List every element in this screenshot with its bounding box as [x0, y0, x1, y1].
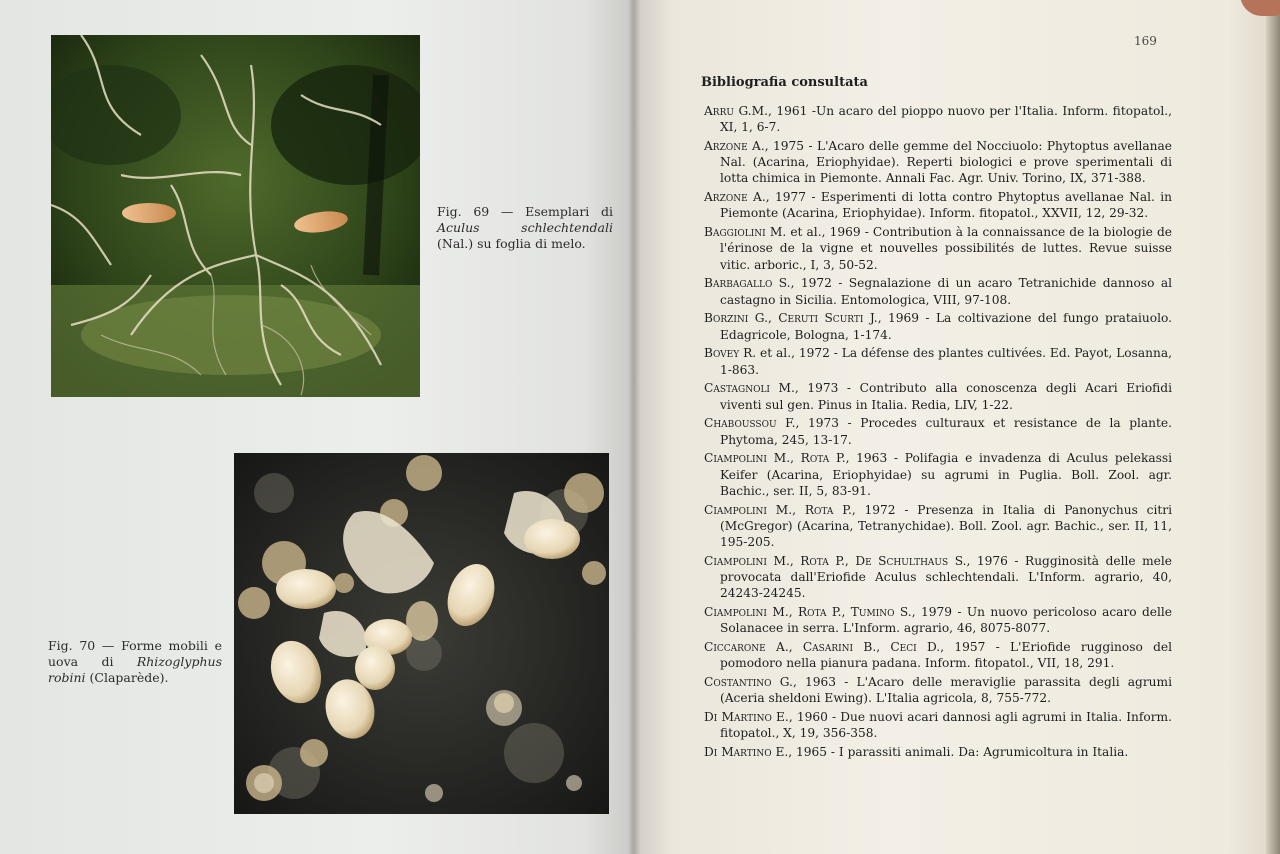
entry-author: Ciampolini M., Rota P.	[704, 502, 852, 517]
entry-author: Castagnoli M.	[704, 381, 795, 396]
entry-author: Ciccarone A., Casarini B., Ceci D.	[704, 640, 941, 655]
entry-author: Arru G.M.	[704, 104, 768, 118]
entry-author: Barbagallo S.	[704, 276, 791, 291]
page-edge	[1266, 0, 1280, 854]
bibliography-entry: Chaboussou F., 1973 - Procedes culturaux et resistance de la plante. Phytoma, 245, 13-17.	[704, 416, 1172, 447]
bibliography-entry: Baggiolini M. et al., 1969 - Contribution à la connaissance de la biologie de l'érinose de la vigne et nouvelles possibilités de luttes. Revue suisse vitic. arboric., I, 3, 50-52.	[704, 225, 1172, 272]
entry-author: Arzone A.	[704, 190, 766, 205]
bibliography-entry: Ciampolini M., Rota P., De Schulthaus S., 1976 - Rugginosità delle mele provocata dall'Eriofide Aculus schlechtendali. L'Inform. agrario, 40, 24243-24245.	[704, 553, 1172, 601]
bibliography-entry: Ciampolini M., Rota P., Tumino S., 1979 - Un nuovo pericoloso acaro delle Solanacee in serra. L'Inform. agrario, 46, 8075-8077.	[704, 605, 1173, 636]
bibliography-entry: Ciampolini M., Rota P., 1963 - Polifagia e invadenza di Aculus pelekassi Keifer (Acarina, Eriophyidae) su agrumi in Puglia. Boll. Zool. agr. Bachic., ser. II, 5, 83-91.	[704, 451, 1173, 498]
entry-author: Arzone A.	[704, 139, 765, 153]
bibliography-entry: Di Martino E., 1960 - Due nuovi acari dannosi agli agrumi in Italia. Inform. fitopatol., X, 19, 356-358.	[704, 710, 1172, 741]
entry-author: Ciampolini M., Rota P., De Schulthaus S.	[704, 553, 967, 568]
bibliography-entry: Arzone A., 1975 - L'Acaro delle gemme del Nocciuolo: Phytoptus avellanae Nal. (Acarina, Eriophyidae). Reperti biologici e prove sperimentali di lotta chimica in Piemonte. Annali Fac. Agr. Univ. Torino, IX, 371-388.	[704, 139, 1172, 186]
species-name: Aculus schlechtendali	[437, 220, 613, 235]
bibliography-entry: Di Martino E., 1965 - I parassiti animali. Da: Agrumicoltura in Italia.	[704, 745, 1129, 760]
figure-70-caption: Fig. 70 — Forme mobili e uova di Rhizoglyphus robini (Claparède).	[48, 638, 222, 685]
bibliography-entry: Bovey R. et al., 1972 - La défense des plantes cultivées. Ed. Payot, Losanna, 1-863.	[704, 346, 1172, 377]
figure-69-photo	[51, 35, 420, 397]
bibliography-entry: Barbagallo S., 1972 - Segnalazione di un acaro Tetranichide dannoso al castagno in Sicilia. Entomologica, VIII, 97-108.	[704, 276, 1173, 307]
left-page	[0, 0, 634, 854]
bibliography-heading: Bibliografia consultata	[701, 75, 868, 90]
bibliography-entry: Costantino G., 1963 - L'Acaro delle meraviglie parassita degli agrumi (Aceria sheldoni Ewing). L'Italia agricola, 8, 755-772.	[704, 675, 1172, 706]
bibliography-entry: Borzini G., Ceruti Scurti J., 1969 - La coltivazione del fungo prataiuolo. Edagricole, Bologna, 1-174.	[704, 311, 1172, 342]
bibliography-entry: Arru G.M., 1961 -Un acaro del pioppo nuovo per l'Italia. Inform. fitopatol., XI, 1, 6-7.	[704, 104, 1172, 135]
bibliography-entry: Arzone A., 1977 - Esperimenti di lotta contro Phytoptus avellanae Nal. in Piemonte (Acarina, Eriophyidae). Inform. fitopatol., XXVII, 12, 29-32.	[704, 190, 1172, 221]
entry-author: Di Martino E.	[704, 710, 789, 725]
figure-70-photo	[234, 453, 609, 814]
entry-author: Costantino G.	[704, 675, 793, 690]
bibliography-entry: Ciccarone A., Casarini B., Ceci D., 1957 - L'Eriofide rugginoso del pomodoro nella pianura padana. Inform. fitopatol., VII, 18, 291.	[704, 640, 1172, 671]
entry-author: Chaboussou F.	[704, 416, 796, 431]
entry-author: Borzini G., Ceruti Scurti J.	[704, 311, 878, 326]
entry-author: Ciampolini M., Rota P., Tumino S.	[704, 605, 912, 620]
figure-69-caption: Fig. 69 — Esemplari di Aculus schlechtendali (Nal.) su foglia di melo.	[437, 204, 613, 251]
entry-author: Baggiolini M.	[704, 225, 787, 240]
bibliography-list	[704, 103, 1172, 763]
bibliography-entry: Castagnoli M., 1973 - Contributo alla conoscenza degli Acari Eriofidi viventi sul gen. Pinus in Italia. Redia, LIV, 1-22.	[704, 381, 1173, 412]
bibliography-entry: Ciampolini M., Rota P., 1972 - Presenza in Italia di Panonychus citri (McGregor) (Acarina, Tetranychidae). Boll. Zool. agr. Bachic., ser. II, 11, 195-205.	[704, 502, 1172, 550]
page-number: 169	[1134, 34, 1157, 48]
book-gutter	[628, 0, 640, 854]
entry-author: Ciampolini M., Rota P.	[704, 451, 846, 466]
species-name: Rhizoglyphus robini	[48, 654, 222, 685]
entry-author: Bovey R.	[704, 346, 757, 361]
entry-author: Di Martino E.	[704, 745, 789, 760]
thumb	[1240, 0, 1280, 16]
